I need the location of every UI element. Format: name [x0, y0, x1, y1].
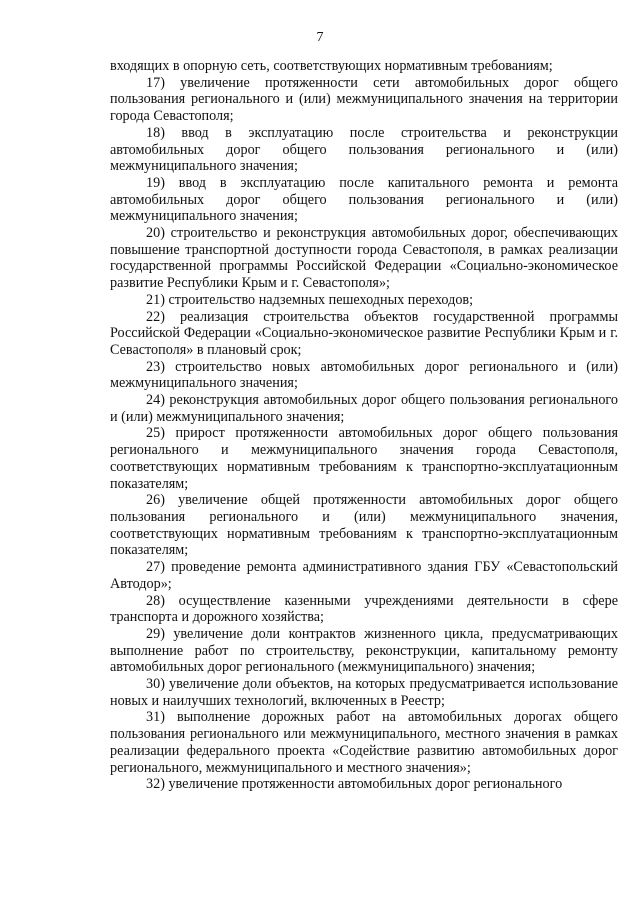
- list-item-30: 30) увеличение доли объектов, на которых предусматривается использование новых и наилучших технологий, включенных в Реестр;: [110, 676, 618, 709]
- list-item-21: 21) строительство надземных пешеходных переходов;: [146, 291, 474, 308]
- list-item-24: 24) реконструкция автомобильных дорог общего пользования регионального и (или) межмуниципального значения;: [110, 392, 618, 425]
- document-body: [110, 58, 618, 793]
- list-item-25: 25) прирост протяженности автомобильных дорог общего пользования регионального и межмуниципального значения города Севастополя, соответствующих нормативным требованиям к транспортно-эксплуатационным показателям;: [110, 425, 618, 492]
- list-item-31: 31) выполнение дорожных работ на автомобильных дорогах общего пользования регионального или межмуниципального, местного значения в рамках реализации федерального проекта «Содействие развитию автомобильных дорог регионального, межмуниципального и местного значения»;: [110, 709, 618, 776]
- list-item-32: 32) увеличение протяженности автомобильных дорог регионального: [146, 776, 563, 793]
- list-item-20: 20) строительство и реконструкция автомобильных дорог, обеспечивающих повышение транспортной доступности города Севастополя, в рамках реализации государственной программы Российской Федерации «Социально-экономическое развитие Республики Крым и г. Севастополя»;: [110, 225, 618, 292]
- page-number: 7: [316, 30, 324, 45]
- list-item-17: 17) увеличение протяженности сети автомобильных дорог общего пользования регионального и (или) межмуниципального значения на территории города Севастополя;: [110, 74, 618, 125]
- paragraph-continued: входящих в опорную сеть, соответствующих нормативным требованиям;: [110, 58, 553, 74]
- list-item-27: 27) проведение ремонта административного здания ГБУ «Севастопольский Автодор»;: [110, 559, 618, 592]
- list-item-26: 26) увеличение общей протяженности автомобильных дорог общего пользования регионального и (или) межмуниципального значения, соответствующих нормативным требованиям к транспортно-эксплуатационным показателям;: [110, 492, 618, 559]
- list-item-22: 22) реализация строительства объектов государственной программы Российской Федерации «Социально-экономическое развитие Республики Крым и г. Севастополя» в плановый срок;: [110, 308, 618, 358]
- list-item-18: 18) ввод в эксплуатацию после строительства и реконструкции автомобильных дорог общего пользования регионального и (или) межмуниципального значения;: [110, 124, 618, 175]
- list-item-23: 23) строительство новых автомобильных дорог регионального и (или) межмуниципального значения;: [110, 358, 618, 392]
- list-item-19: 19) ввод в эксплуатацию после капитального ремонта и ремонта автомобильных дорог общего пользования регионального и (или) межмуниципального значения;: [110, 174, 618, 225]
- list-item-29: 29) увеличение доли контрактов жизненного цикла, предусматривающих выполнение работ по строительству, реконструкции, капитальному ремонту автомобильных дорог регионального (межмуниципального) значения;: [110, 625, 618, 676]
- list-item-28: 28) осуществление казенными учреждениями деятельности в сфере транспорта и дорожного хозяйства;: [110, 592, 618, 626]
